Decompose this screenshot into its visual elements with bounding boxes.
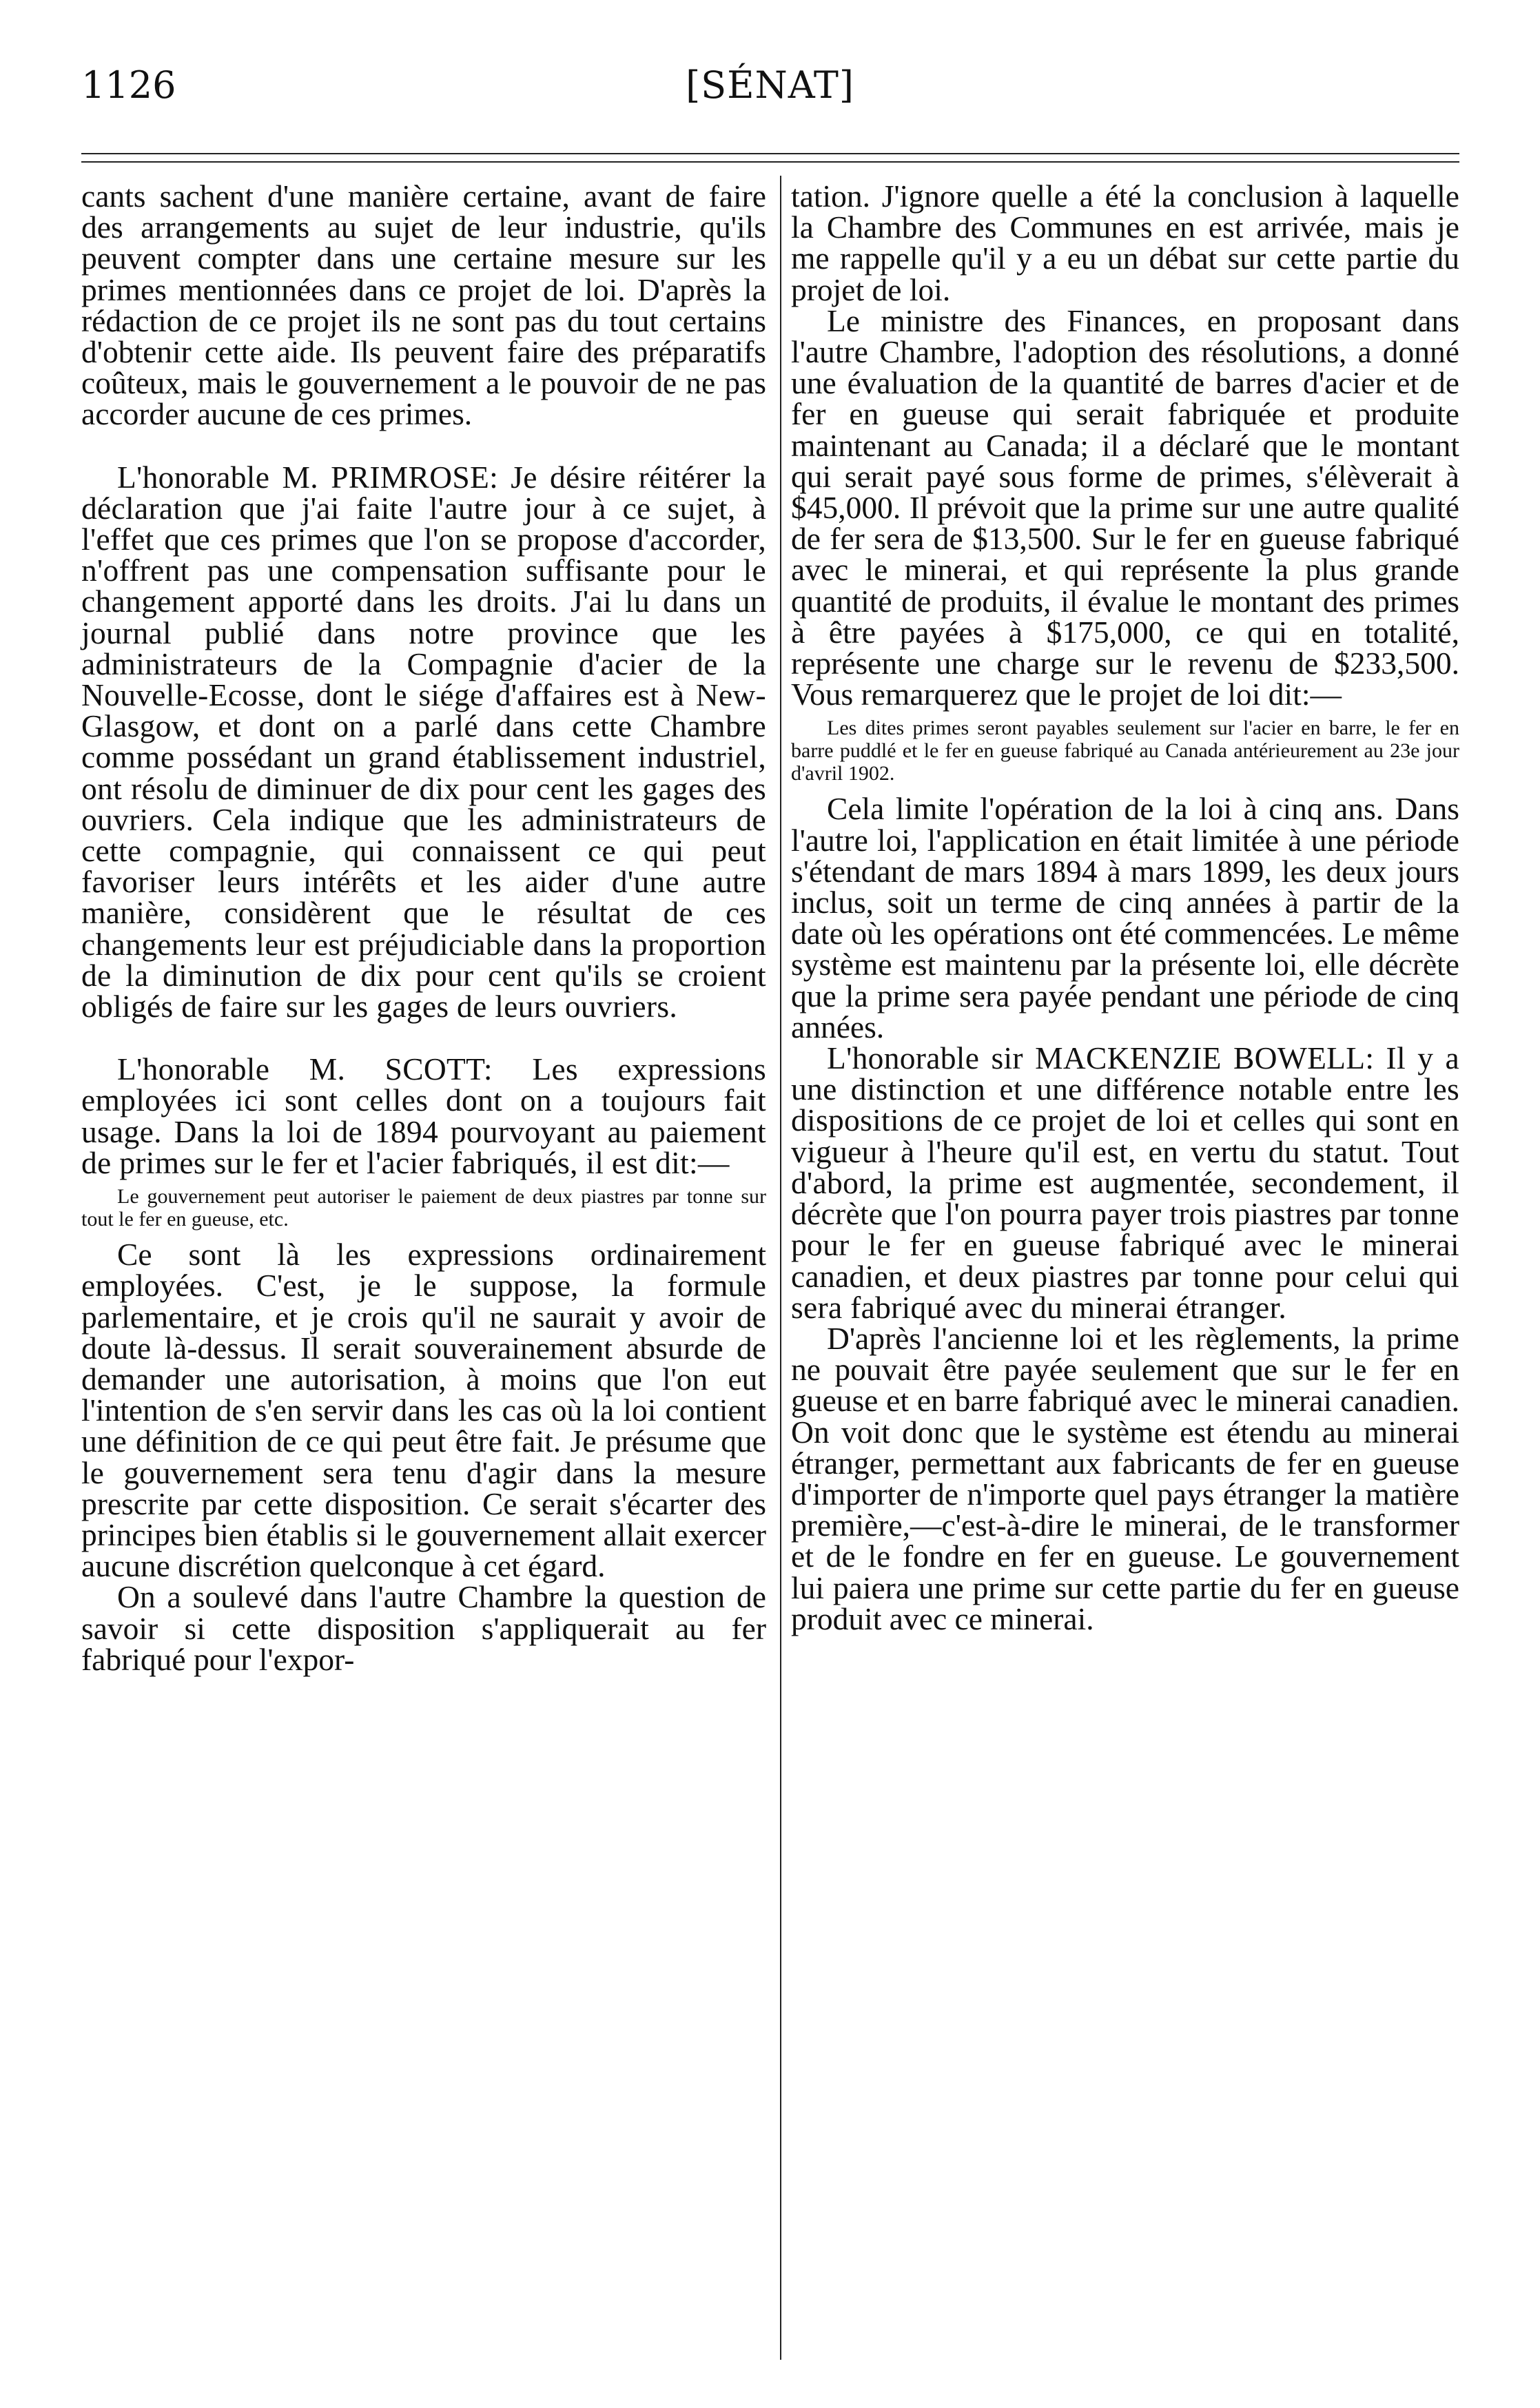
quoted-statute: Le gouvernement peut autoriser le paiement de deux piastres par tonne sur tout le fer en gueuse, etc. bbox=[81, 1185, 766, 1231]
header-rule-top bbox=[81, 153, 1459, 154]
speech-bowell: L'honorable sir MACKENZIE BOWELL: Il y a une distinction et une différence notable entre les dispositions de ce projet de loi et celles qui sont en vigueur à l'heure qu'il est, en vertu du statut. Tout d'abord, la prime est augmentée, secondement, il décrète que l'on pourra payer trois piastres par tonne pour le fer en gueuse fabriqué avec le minerai canadien, et deux piastres par tonne pour celui qui sera fabriqué avec du minerai étranger. bbox=[791, 1040, 1459, 1325]
paragraph: Ce sont là les expressions ordinairement employées. C'est, je le suppose, la formule parlementaire, et je crois qu'il ne saurait y avoir de doute là-dessus. Il serait souverainement absurde de demander une autorisation, à moins que l'on eut l'intention de s'en servir dans les cas où la loi contient une définition de ce qui peut être fait. Je présume que le gouvernement sera tenu d'agir dans la mesure prescrite par cette disposition. Ce serait s'écarter des principes bien établis si le gouvernement allait exercer aucune discrétion quelconque à cet égard. bbox=[81, 1237, 766, 1584]
paragraph: On a soulevé dans l'autre Chambre la question de savoir si cette disposition s'appliquerait au fer fabriqué pour l'expor- bbox=[81, 1579, 766, 1677]
speech-primrose: L'honorable M. PRIMROSE: Je désire réitérer la déclaration que j'ai faite l'autre jour à ce sujet, à l'effet que ces primes que l'on se propose d'accorder, n'offrent pas une compensation suffisante pour le changement apporté dans les droits. J'ai lu dans un journal publié dans notre province que les administrateurs de la Compagnie d'acier de la Nouvelle-Ecosse, dont le siége d'affaires est à New-Glasgow, et dont on a parlé dans cette Chambre comme possédant un grand établissement industriel, ont résolu de diminuer de dix pour cent les gages des ouvriers. Cela indique que les administrateurs de cette compagnie, qui connaissent ce qui peut favoriser leurs intérêts et les aider d'une autre manière, considèrent que le résultat de ces changements leur est préjudiciable dans la proportion de la diminution de dix pour cent qu'ils se croient obligés de faire sur les gages de leurs ouvriers. bbox=[81, 459, 766, 1025]
header-rule-bottom bbox=[81, 161, 1459, 163]
left-column bbox=[81, 178, 766, 1677]
quoted-bill-clause: Les dites primes seront payables seulement sur l'acier en barre, le fer en barre puddlé et le fer en gueuse fabriqué au Canada antérieurement au 23e jour d'avril 1902. bbox=[791, 717, 1459, 785]
speech-scott: L'honorable M. SCOTT: Les expressions employées ici sont celles dont on a toujours fait usage. Dans la loi de 1894 pourvoyant au paiement de primes sur le fer et l'acier fabriqués, il est dit:— bbox=[81, 1051, 766, 1180]
paragraph: cants sachent d'une manière certaine, avant de faire des arrangements au sujet de leur industrie, qu'ils peuvent compter dans une certaine mesure sur les primes mentionnées dans ce projet de loi. D'après la rédaction de ce projet ils ne sont pas du tout certains d'obtenir cette aide. Ils peuvent faire des préparatifs coûteux, mais le gouvernement a le pouvoir de ne pas accorder aucune de ces primes. bbox=[81, 178, 766, 432]
paragraph: Cela limite l'opération de la loi à cinq ans. Dans l'autre loi, l'application en était limitée à une période s'étendant de mars 1894 à mars 1899, les deux jours inclus, soit un terme de cinq années à partir de la date où les opérations ont été commencées. Le même système est maintenu par la présente loi, elle décrète que la prime sera payée pendant une période de cinq années. bbox=[791, 791, 1459, 1045]
column-divider bbox=[780, 176, 781, 2360]
paragraph: D'après l'ancienne loi et les règlements, la prime ne pouvait être payée seulement que sur le fer en gueuse et en barre fabriqué avec le minerai canadien. On voit donc que le système est étendu au minerai étranger, permettant aux fabricants de fer en gueuse d'importer de n'importe quel pays étranger la matière première,—c'est-à-dire le minerai, de le transformer et de le fondre en fer en gueuse. Le gouvernement lui paiera une prime sur cette partie du fer en gueuse produit avec ce minerai. bbox=[791, 1320, 1459, 1636]
paragraph: Le ministre des Finances, en proposant dans l'autre Chambre, l'adoption des résolutions, a donné une évaluation de la quantité de barres d'acier et de fer en gueuse qui serait fabriquée et produite maintenant au Canada; il a déclaré que le montant qui serait payé sous forme de primes, s'élèverait à $45,000. Il prévoit que la prime sur une autre qualité de fer sera de $13,500. Sur le fer en gueuse fabriqué avec le minerai, et qui représente la plus grande quantité de produits, il évalue le montant des primes à être payées à $175,000, ce qui en totalité, représente une charge sur le revenu de $233,500. Vous remarquerez que le projet de loi dit:— bbox=[791, 302, 1459, 712]
right-column bbox=[791, 178, 1459, 1636]
page-header-title: [SÉNAT] bbox=[686, 63, 854, 107]
paragraph: tation. J'ignore quelle a été la conclusion à laquelle la Chambre des Communes en est arrivée, mais je me rappelle qu'il y a eu un débat sur cette partie du projet de loi. bbox=[791, 178, 1459, 307]
page-number: 1126 bbox=[81, 63, 176, 107]
